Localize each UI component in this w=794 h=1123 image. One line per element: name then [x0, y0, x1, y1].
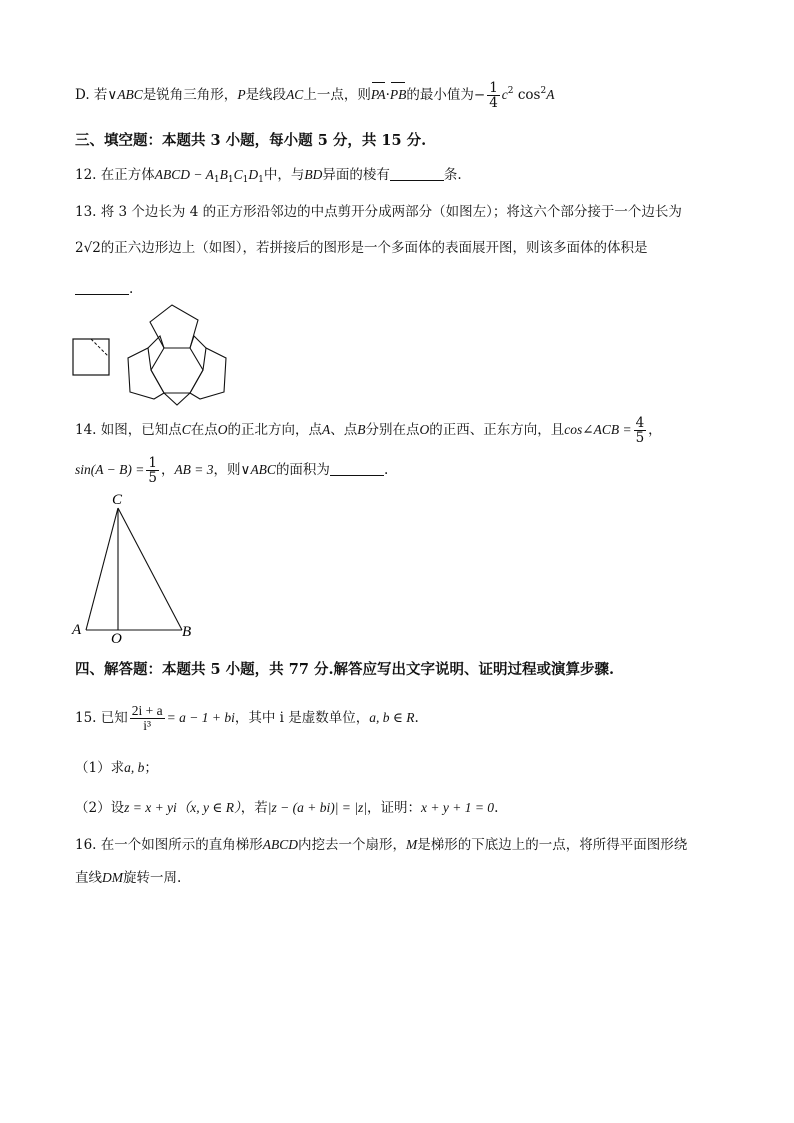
label-c: C: [112, 492, 123, 508]
math-sin: sin(A − B) =: [75, 462, 145, 477]
math-o: O: [419, 422, 430, 437]
math-d: D: [248, 167, 259, 182]
math-ab: AB = 3: [174, 462, 214, 477]
math-abc: ABC: [250, 462, 276, 477]
answer-blank: [75, 280, 129, 295]
question-13-line2: [75, 237, 734, 259]
math-c: C: [233, 167, 243, 182]
text: ，: [160, 462, 175, 478]
minus: −: [473, 87, 486, 103]
math-cond: （x, y ∈ R）: [176, 800, 241, 815]
text: 的面积为: [275, 462, 330, 478]
text: .: [494, 800, 499, 816]
text: 的正西、正东方向，且: [429, 422, 565, 438]
coefficient: 2: [75, 240, 84, 256]
text: 的正北方向，点: [227, 422, 323, 438]
figure-13-net: [120, 300, 240, 405]
text: ；: [144, 760, 158, 776]
subscript: 1: [213, 175, 220, 185]
vector-pb: PB: [390, 80, 407, 106]
fraction: [146, 456, 159, 485]
text: 在点: [190, 422, 218, 438]
label-a: A: [72, 622, 82, 638]
text: 是梯形的下底边上的一点，将所得平面图形绕: [417, 837, 688, 853]
text: ，则∨: [213, 462, 251, 478]
text: 是锐角三角形，: [142, 87, 238, 103]
denominator: i³: [143, 718, 152, 733]
math-dm: DM: [102, 870, 123, 885]
label-b: B: [182, 624, 192, 640]
text: 12. 在正方体: [75, 167, 155, 183]
math-p: P: [237, 87, 246, 102]
text: ，若: [240, 800, 268, 816]
dot-operator: ·: [385, 87, 390, 103]
question-15-part1: [75, 757, 734, 779]
text: 内挖去一个扇形，: [298, 837, 407, 853]
text: 直线: [75, 870, 102, 886]
math-b: B: [357, 422, 366, 437]
text: 14. 如图，已知点: [75, 422, 182, 438]
math-ab: a, b ∈ R: [369, 710, 415, 725]
text: 的正六边形边上（如图），若拼接后的图形是一个多面体的表面展开图，则该多面体的体积是: [100, 240, 648, 256]
text: （2）设: [75, 800, 125, 816]
math-o: O: [217, 422, 228, 437]
text: 旋转一周.: [123, 870, 182, 886]
fraction: [487, 81, 500, 110]
denominator: 4: [489, 95, 498, 111]
numerator: 4: [635, 415, 645, 431]
cos: cos: [517, 87, 541, 103]
math-abcd: ABCD: [262, 837, 299, 852]
math-c: C: [181, 422, 191, 437]
question-12: [75, 164, 734, 191]
question-14-line1: [75, 416, 734, 445]
math-ac: AC: [286, 87, 304, 102]
question-13-line1: 13. 将 3 个边长为 4 的正方形沿邻边的中点剪开分成两部分（如图左）；将这六个部分接于一个边长为: [75, 204, 682, 220]
figure-14-triangle: [70, 490, 210, 645]
text: 中，与: [263, 167, 305, 183]
math-a: A: [546, 87, 555, 102]
text: ，其中 i 是虚数单位，: [234, 710, 370, 726]
math-tri: ABC: [117, 87, 143, 102]
math-abs: |z − (a + bi)| = |z|: [267, 800, 367, 815]
text: 、点: [330, 422, 358, 438]
denominator: 5: [148, 470, 157, 486]
numerator: 1: [148, 455, 157, 471]
section-heading-3: 三、填空题：本题共 3 小题，每小题 5 分，共 15 分.: [75, 132, 427, 149]
math-c: c: [501, 87, 508, 102]
answer-blank: [330, 461, 384, 476]
text: 的最小值为: [406, 87, 474, 103]
text: .: [129, 281, 134, 297]
question-13-line3: [75, 278, 734, 300]
numerator: 2i + a: [131, 703, 163, 718]
math-cos: cos∠ACB =: [564, 422, 632, 437]
subscript: 1: [258, 175, 264, 185]
superscript: 2: [507, 86, 514, 96]
text: ，: [648, 422, 662, 438]
text: 异面的棱有: [322, 167, 390, 183]
text: .: [383, 462, 389, 478]
math-rhs: = a − 1 + bi: [166, 710, 235, 725]
question-16-line1: [75, 834, 734, 856]
math-expr: ABCD − A: [154, 167, 214, 182]
figure-13-square: [72, 338, 112, 378]
section-heading-4: 四、解答题：本题共 5 小题，共 77 分.解答应写出文字说明、证明过程或演算步骤.: [75, 661, 615, 678]
radical: √2: [83, 240, 101, 256]
math-m: M: [406, 837, 418, 852]
answer-blank: [390, 166, 444, 181]
question-15-part2: [75, 797, 734, 819]
fraction: [130, 704, 165, 733]
superscript: 2: [540, 86, 547, 96]
question-16-line2: [75, 867, 734, 889]
option-d: [75, 80, 734, 110]
question-14-line2: [75, 456, 734, 485]
text: .: [414, 710, 419, 726]
subscript: 1: [227, 175, 234, 185]
fraction: [634, 416, 647, 445]
label-o: O: [111, 631, 122, 647]
math-a: A: [322, 422, 331, 437]
vector-pa: PA: [371, 80, 386, 106]
text: （1）求: [75, 760, 125, 776]
numerator: 1: [489, 80, 498, 96]
math-expr: a, b: [124, 760, 145, 775]
subscript: 1: [242, 175, 249, 185]
text: 15. 已知: [75, 710, 128, 726]
text: 16. 在一个如图所示的直角梯形: [75, 837, 263, 853]
text: 是线段: [245, 87, 287, 103]
math-goal: x + y + 1 = 0: [420, 800, 495, 815]
text: 分别在点: [365, 422, 420, 438]
option-label: D. 若∨: [75, 87, 118, 103]
text: ，证明：: [366, 800, 421, 816]
math-bd: BD: [304, 167, 323, 182]
denominator: 5: [635, 430, 645, 446]
text: 条.: [443, 167, 462, 183]
question-15: [75, 703, 734, 733]
math-b: B: [219, 167, 228, 182]
text: 上一点，则: [303, 87, 371, 103]
math-z: z = x + yi: [124, 800, 177, 815]
